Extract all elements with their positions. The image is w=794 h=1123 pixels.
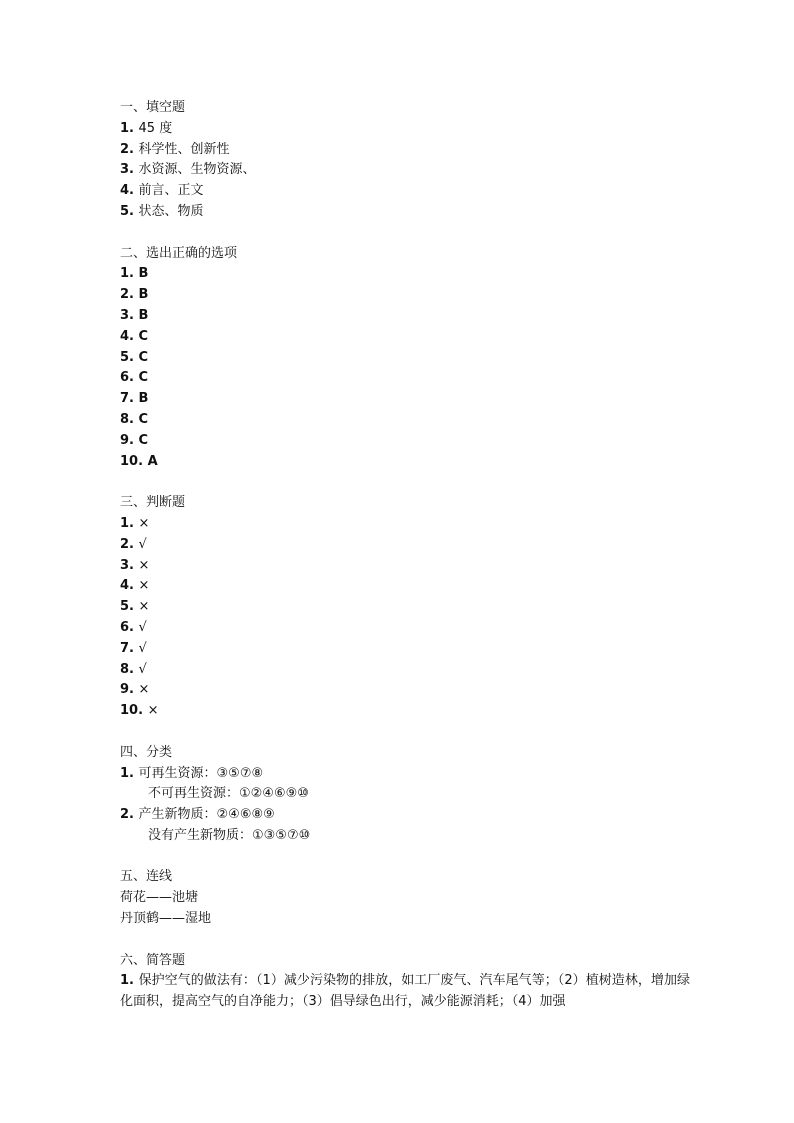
- answer-line: [120, 389, 690, 410]
- answer-line: [120, 576, 690, 597]
- answer-text: √: [138, 640, 147, 656]
- answer-line: [120, 348, 690, 369]
- answer-line: [120, 597, 690, 618]
- item-number: 5.: [120, 599, 139, 615]
- item-number: 1.: [120, 266, 139, 282]
- answer-line: [120, 264, 690, 285]
- answer-line-sub: [120, 826, 690, 847]
- answer-text: B: [138, 266, 149, 282]
- item-number: 1.: [120, 765, 139, 781]
- answer-text: √: [138, 661, 147, 677]
- answer-text: 水资源、生物资源、: [138, 162, 256, 178]
- section-heading-fill-blank: 一、填空题: [120, 100, 186, 115]
- answer-paragraph: [120, 971, 690, 1013]
- item-number: 3.: [120, 307, 139, 323]
- item-number: 9.: [120, 682, 139, 698]
- match-line: 荷花——池塘: [120, 890, 199, 906]
- item-number: 2.: [120, 807, 139, 823]
- answer-text: C: [138, 432, 149, 448]
- item-number: 1.: [120, 515, 139, 531]
- answer-text: ×: [138, 515, 150, 531]
- answer-text: 保护空气的做法有：（1）减少污染物的排放，如工厂废气、汽车尾气等；（2）植树造林，增加绿化面积，提高空气的自净能力；（3）倡导绿色出行，减少能源消耗；（4）加强: [120, 973, 690, 1010]
- answer-text: 状态、物质: [138, 203, 204, 219]
- answer-text: 产生新物质：②④⑥⑧⑨: [138, 807, 275, 823]
- answer-line: [120, 452, 690, 473]
- answer-text: ×: [138, 557, 150, 573]
- answer-line: [120, 119, 690, 140]
- answer-text: C: [138, 349, 149, 365]
- answer-text: ×: [138, 578, 150, 594]
- answer-text: C: [138, 370, 149, 386]
- answer-line: [120, 181, 690, 202]
- item-number: 6.: [120, 370, 139, 386]
- answer-line: [120, 639, 690, 660]
- answer-text: B: [138, 391, 149, 407]
- answer-line: [120, 764, 690, 785]
- answer-line: [120, 160, 690, 181]
- answer-text: √: [138, 619, 147, 635]
- answer-line: [120, 618, 690, 639]
- answer-text: 不可再生资源：①②④⑥⑨⑩: [148, 786, 309, 802]
- item-number: 2.: [120, 141, 139, 157]
- item-number: 4.: [120, 328, 139, 344]
- answer-text: A: [147, 453, 158, 469]
- item-number: 4.: [120, 183, 139, 199]
- answer-text: C: [138, 411, 149, 427]
- section-heading-classification: 四、分类: [120, 744, 173, 760]
- section-gap: [120, 847, 690, 868]
- section-heading-short-answer: 六、简答题: [120, 952, 186, 968]
- answer-line: [120, 306, 690, 327]
- answer-text: ×: [138, 682, 150, 698]
- answer-text: 45 度: [138, 120, 173, 136]
- item-number: 3.: [120, 557, 139, 573]
- item-number: 7.: [120, 391, 139, 407]
- item-number: 10.: [120, 703, 148, 719]
- answer-text: ×: [147, 703, 159, 719]
- item-number: 2.: [120, 536, 139, 552]
- section-heading-matching: 五、连线: [120, 869, 173, 885]
- answer-line: [120, 805, 690, 826]
- answer-line: [120, 701, 690, 722]
- section-heading-choice: 二、选出正确的选项: [120, 245, 238, 261]
- section-gap: [120, 223, 690, 244]
- item-number: 6.: [120, 619, 139, 635]
- answer-line: [120, 431, 690, 452]
- answer-text: C: [138, 328, 149, 344]
- answer-text: B: [138, 307, 149, 323]
- answer-line: [120, 556, 690, 577]
- answer-text: 没有产生新物质：①③⑤⑦⑩: [148, 827, 311, 843]
- answer-line: [120, 368, 690, 389]
- answer-text: 前言、正文: [138, 183, 204, 199]
- item-number: 1.: [120, 973, 139, 989]
- section-heading-true-false: 三、判断题: [120, 495, 186, 511]
- answer-line: [120, 535, 690, 556]
- answer-line: [120, 660, 690, 681]
- answer-line: [120, 410, 690, 431]
- item-number: 5.: [120, 203, 139, 219]
- item-number: 8.: [120, 411, 139, 427]
- item-number: 1.: [120, 120, 139, 136]
- match-line: 丹顶鹤——湿地: [120, 911, 212, 927]
- section-gap: [120, 722, 690, 743]
- answer-text: B: [138, 287, 149, 303]
- item-number: 2.: [120, 287, 139, 303]
- item-number: 10.: [120, 453, 148, 469]
- item-number: 7.: [120, 640, 139, 656]
- answer-line: [120, 327, 690, 348]
- answer-line: [120, 680, 690, 701]
- answer-text: 科学性、创新性: [138, 141, 230, 157]
- answer-line: [120, 285, 690, 306]
- item-number: 5.: [120, 349, 139, 365]
- document-page: [120, 98, 690, 1013]
- item-number: 4.: [120, 578, 139, 594]
- answer-text: ×: [138, 599, 150, 615]
- answer-text: √: [138, 536, 147, 552]
- answer-line: [120, 514, 690, 535]
- item-number: 8.: [120, 661, 139, 677]
- answer-line-sub: [120, 784, 690, 805]
- answer-line: [120, 202, 690, 223]
- section-gap: [120, 930, 690, 951]
- section-gap: [120, 472, 690, 493]
- answer-text: 可再生资源：③⑤⑦⑧: [138, 765, 264, 781]
- item-number: 9.: [120, 432, 139, 448]
- item-number: 3.: [120, 162, 139, 178]
- answer-line: [120, 140, 690, 161]
